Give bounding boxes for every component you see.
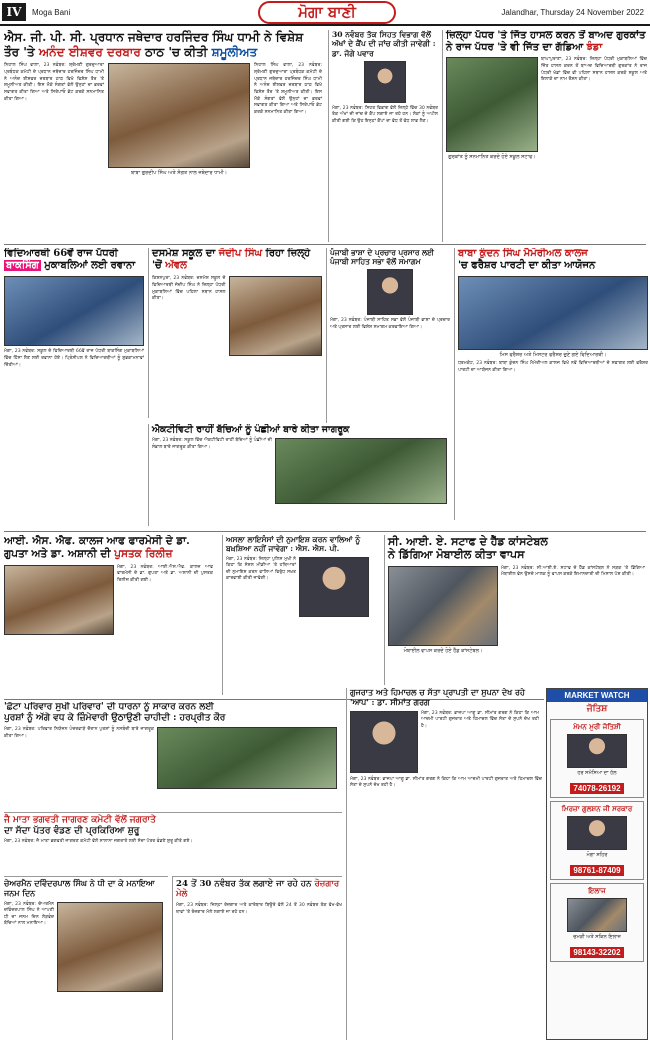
story-body: ਮੋਗਾ, 23 ਨਵੰਬਰ: ਜ਼ਿਲ੍ਹਾ ਪੁਲਿਸ ਮੁਖੀ ਨੇ ਕਿਹਾ ਕਿ ਸੋਸ਼ਲ ਮੀਡੀਆ 'ਤੇ ਹਥਿਆਰਾਂ ਦੀ ਨੁਮਾਇਸ਼ ਕਰਨ ਵਾਲਿਆਂ ਵਿਰੁੱਧ ਸਖ਼ਤ ਕਾਰਵਾਈ ਕੀਤੀ ਜਾਵੇਗੀ।	[226, 556, 296, 582]
story-photo	[458, 276, 648, 350]
headline: ਪੰਜਾਬੀ ਭਾਸ਼ਾ ਦੇ ਪ੍ਰਚਾਰ ਪ੍ਰਸਾਰ ਲਈ ਪੰਜਾਬੀ ਸਾਹਿਤ ਸਭਾ ਵੱਲੋਂ ਸਮਾਗਮ	[330, 248, 434, 267]
story-photo	[4, 565, 114, 635]
story-body: ਬਾਘਾਪੁਰਾਣਾ, 23 ਨਵੰਬਰ: ਜ਼ਿਲ੍ਹਾ ਪੱਧਰੀ ਮੁਕਾਬਲਿਆਂ ਵਿੱਚ ਜਿੱਤ ਹਾਸਲ ਕਰਨ ਤੋਂ ਬਾਅਦ ਵਿਦਿਆਰਥੀ ਗੁਰਕਾਂਤ ਨੇ ਰਾਜ ਪੱਧਰੀ ਖੇਡਾਂ ਵਿੱਚ ਵੀ ਪਹਿਲਾ ਸਥਾਨ ਹਾਸਲ ਕਰਕੇ ਸਕੂਲ ਅਤੇ ਇਲਾਕੇ ਦਾ ਨਾਮ ਰੌਸ਼ਨ ਕੀਤਾ।	[541, 57, 647, 83]
headline-line-1: ਜੈ ਮਾਤਾ ਭਗਵਤੀ ਜਾਗਰਣ ਕਮੇਟੀ ਵੱਲੋਂ ਜਗਰਾਤੇ	[4, 815, 156, 825]
classified-ad	[550, 801, 644, 880]
ad-photo	[567, 898, 627, 932]
story-district-win	[442, 30, 648, 242]
portrait-photo	[364, 61, 406, 103]
ad-line: ਮੋਗਾ ਸ਼ਹਿਰ	[586, 852, 608, 858]
headline	[176, 879, 342, 900]
headline-accent: ਝੰਡਾ	[586, 42, 603, 54]
headline-accent: ਬਾਕਸਿੰਗ	[6, 260, 39, 272]
story-photo	[4, 276, 144, 346]
story-cia-mobile	[384, 535, 648, 685]
story-body: ਮੋਗਾ, 23 ਨਵੰਬਰ: ਆਈ.ਐਸ.ਐਫ. ਕਾਲਜ ਆਫ ਫਾਰਮੇਸੀ ਦੇ ਡਾ. ਗੁਪਤਾ ਅਤੇ ਡਾ. ਅਸ਼ਾਨੀ ਦੀ ਪੁਸਤਕ ਰਿਲੀਜ਼ ਕੀਤੀ ਗਈ।	[117, 564, 213, 583]
story-body: ਮੋਗਾ, 23 ਨਵੰਬਰ: ਜੈ ਮਾਤਾ ਭਗਵਤੀ ਜਾਗਰਣ ਕਮੇਟੀ ਵੱਲੋਂ ਸਾਲਾਨਾ ਜਗਰਾਤੇ ਲਈ ਸੱਦਾ ਪੱਤਰ ਵੰਡਣੇ ਸ਼ੁਰੂ ਕੀਤੇ ਗਏ।	[4, 838, 193, 844]
ad-title: ਇਲਾਜ	[588, 886, 606, 895]
headline-lead: 24 ਤੋਂ 30 ਨਵੰਬਰ ਤੱਕ ਲਗਾਏ ਜਾ ਰਹੇ ਹਨ	[176, 879, 312, 889]
story-body: ਮੋਗਾ, 23 ਨਵੰਬਰ: ਚੇਅਰਮੈਨ ਦਵਿੰਦਰਪਾਲ ਸਿੰਘ ਨੇ ਆਪਣੀ ਧੀ ਦਾ ਜਨਮ ਦਿਨ ਲੋੜਵੰਦ ਬੱਚਿਆਂ ਨਾਲ ਮਨਾਇਆ।	[4, 901, 54, 927]
headline	[152, 248, 322, 272]
headline	[4, 30, 324, 59]
story-body: ਮੋਗਾ, 23 ਨਵੰਬਰ: ਪੰਜਾਬੀ ਸਾਹਿਤ ਸਭਾ ਵੱਲੋਂ ਪੰਜਾਬੀ ਭਾਸ਼ਾ ਦੇ ਪ੍ਰਚਾਰ ਅਤੇ ਪ੍ਰਸਾਰ ਲਈ ਵਿਸ਼ੇਸ਼ ਸਮਾਗਮ ਕਰਵਾਇਆ ਗਿਆ।	[330, 318, 450, 330]
headline-tail: ਮੁਕਾਬਲਿਆਂ ਲਈ ਰਵਾਨਾ	[44, 260, 136, 272]
headline-line-2: 'ਚ ਫਰੈਸ਼ਰ ਪਾਰਟੀ ਦਾ ਕੀਤਾ ਆਯੋਜਨ	[458, 260, 596, 272]
headline-line-2	[4, 45, 324, 60]
story-pharmacy-book	[4, 535, 218, 695]
story-photo	[57, 902, 163, 992]
headline-lead: ਦਸਮੇਸ਼ ਸਕੂਲ ਦਾ	[152, 248, 216, 259]
headline	[4, 248, 144, 272]
story-body-continued: ਮੋਗਾ, 23 ਨਵੰਬਰ: ਭਾਜਪਾ ਆਗੂ ਡਾ. ਸੀਮਾਂਤ ਗਰਗ ਨੇ ਕਿਹਾ ਕਿ ਆਮ ਆਦਮੀ ਪਾਰਟੀ ਗੁਜਰਾਤ ਅਤੇ ਹਿਮਾਚਲ ਵਿੱਚ ਸੱਤਾ ਦੇ ਸੁਪਨੇ ਦੇਖ ਰਹੀ ਹੈ।	[350, 776, 542, 789]
market-watch-subtitle: ਜੋਤਿਸ਼	[586, 704, 608, 714]
photo-caption: ਬਾਬਾ ਗੁਰਦੀਪ ਸਿੰਘ ਅਤੇ ਸੰਗਤ ਨਾਲ ਜਥੇਦਾਰ ਧਾਮੀ।	[131, 170, 227, 177]
ad-line: ਹਰ ਸਮੱਸਿਆ ਦਾ ਹੱਲ	[577, 770, 617, 776]
headline-tail: ਠਾਠ 'ਚ ਕੀਤੀ	[144, 44, 208, 59]
photo-caption: ਮੋਬਾਈਲ ਵਾਪਸ ਕਰਦੇ ਹੋਏ ਹੈੱਡ ਕਾਂਸਟੇਬਲ।	[403, 647, 483, 654]
headline-line-1: ਬਾਬਾ ਕੁੰਦਨ ਸਿੰਘ ਮੈਮੋਰੀਅਲ ਕਾਲਜ	[458, 248, 588, 259]
portrait-photo	[367, 269, 413, 315]
story-body: ਮੋਗਾ, 23 ਨਵੰਬਰ: ਪਰਿਵਾਰ ਨਿਯੋਜਨ ਪੰਦਰਵਾੜੇ ਦੌਰਾਨ ਪੁਰਸ਼ਾਂ ਨੂੰ ਨਸਬੰਦੀ ਬਾਰੇ ਜਾਗਰੂਕ ਕੀਤਾ ਗਿਆ।	[4, 726, 154, 739]
story-job-fairs	[172, 876, 342, 1040]
story-photo	[388, 566, 498, 646]
story-body: ਮੋਗਾ, 23 ਨਵੰਬਰ: ਸਕੂਲ ਦੇ ਵਿਦਿਆਰਥੀ 66ਵੇਂ ਰਾਜ ਪੱਧਰੀ ਬਾਕਸਿੰਗ ਮੁਕਾਬਲਿਆਂ ਵਿੱਚ ਹਿੱਸਾ ਲੈਣ ਲਈ ਰਵਾਨਾ ਹੋਏ। ਪ੍ਰਿੰਸੀਪਲ ਨੇ ਵਿਦਿਆਰਥੀਆਂ ਨੂੰ ਸ਼ੁਭਕਾਮਨਾਵਾਂ ਦਿੱਤੀਆਂ।	[4, 349, 144, 368]
headline	[388, 535, 648, 562]
classified-ad	[550, 719, 644, 798]
photo-caption: ਮਿਸ ਫਰੈਸ਼ਰ ਅਤੇ ਮਿਸਟਰ ਫਰੈਸ਼ਰ ਚੁਣੇ ਗਏ ਵਿਦਿਆਰਥੀ।	[499, 352, 607, 359]
section-name: Moga Bani	[32, 8, 71, 17]
story-arms-license	[222, 535, 380, 695]
newspaper-logo: ਮੋਗਾ ਬਾਣੀ	[258, 1, 396, 24]
story-body: ਨਿਹਾਲ ਸਿੰਘ ਵਾਲਾ, 23 ਨਵੰਬਰ: ਸ਼੍ਰੋਮਣੀ ਗੁਰਦੁਆਰਾ ਪ੍ਰਬੰਧਕ ਕਮੇਟੀ ਦੇ ਪ੍ਰਧਾਨ ਜਥੇਦਾਰ ਹਰਜਿੰਦਰ ਸਿੰਘ ਧਾਮੀ ਨੇ ਅਨੰਦ ਈਸ਼ਵਰ ਦਰਬਾਰ ਠਾਠ ਵਿਖੇ ਵਿਸ਼ੇਸ਼ ਤੌਰ 'ਤੇ ਸ਼ਮੂਲੀਅਤ ਕੀਤੀ। ਇਸ ਮੌਕੇ ਸੰਗਤਾਂ ਵੱਲੋਂ ਉਨ੍ਹਾਂ ਦਾ ਭਰਵਾਂ ਸਵਾਗਤ ਕੀਤਾ ਗਿਆ ਅਤੇ ਸਿਰੋਪਾਓ ਭੇਟ ਕਰਕੇ ਸਨਮਾਨਿਤ ਕੀਤਾ ਗਿਆ।	[4, 63, 104, 102]
headline-lead: ਤੌਰ 'ਤੇ	[4, 44, 35, 59]
headline-line-2: ਨੇ ਡਿੱਗਿਆ ਮੋਬਾਈਲ ਕੀਤਾ ਵਾਪਸ	[388, 548, 525, 562]
story-body: ਕਿਸ਼ਨਪੁਰਾ, 23 ਨਵੰਬਰ: ਦਸਮੇਸ਼ ਸਕੂਲ ਦੇ ਵਿਦਿਆਰਥੀ ਜੋਦੀਪ ਸਿੰਘ ਨੇ ਜ਼ਿਲ੍ਹਾ ਪੱਧਰੀ ਮੁਕਾਬਲਿਆਂ ਵਿੱਚ ਪਹਿਲਾ ਸਥਾਨ ਹਾਸਲ ਕੀਤਾ।	[152, 276, 226, 302]
story-chairman-birthday	[4, 876, 168, 1040]
ad-title: ਮਿਰਜ਼ਾ ਗੁਲਸ਼ਨ ਜੀ ਸਰਕਾਰ	[561, 804, 633, 813]
story-body: ਮੋਗਾ, 23 ਨਵੰਬਰ: ਜ਼ਿਲ੍ਹਾ ਰੋਜ਼ਗਾਰ ਅਤੇ ਕਾਰੋਬਾਰ ਬਿਊਰੋ ਵੱਲੋਂ 24 ਤੋਂ 30 ਨਵੰਬਰ ਤੱਕ ਵੱਖ-ਵੱਖ ਥਾਵਾਂ 'ਤੇ ਰੋਜ਼ਗਾਰ ਮੇਲੇ ਲਗਾਏ ਜਾ ਰਹੇ ਹਨ।	[176, 902, 342, 915]
market-watch-column	[546, 688, 648, 1040]
headline: ਐਕਟੀਵਿਟੀ ਰਾਹੀਂ ਬੱਚਿਆਂ ਨੂੰ ਪੰਛੀਆਂ ਬਾਰੇ ਕੀਤਾ ਜਾਗਰੂਕ	[152, 424, 350, 435]
story-body: ਮੋਗਾ, 23 ਨਵੰਬਰ: ਸਿਹਤ ਵਿਭਾਗ ਵੱਲੋਂ ਜ਼ਿਲ੍ਹੇ ਵਿੱਚ 30 ਨਵੰਬਰ ਤੱਕ ਅੱਖਾਂ ਦੀ ਜਾਂਚ ਦੇ ਕੈਂਪ ਲਗਾਏ ਜਾ ਰਹੇ ਹਨ। ਲੋਕਾਂ ਨੂੰ ਅਪੀਲ ਕੀਤੀ ਗਈ ਕਿ ਉਹ ਇਨ੍ਹਾਂ ਕੈਂਪਾਂ ਦਾ ਵੱਧ ਤੋਂ ਵੱਧ ਲਾਭ ਲੈਣ।	[332, 105, 438, 125]
headline-line-2	[446, 42, 648, 54]
ad-phone: 74078-26192	[570, 783, 623, 794]
headline-accent: ਜੋਦੀਪ ਸਿੰਘ	[218, 248, 263, 259]
section-divider	[4, 531, 646, 532]
story-body: ਮੋਗਾ, 23 ਨਵੰਬਰ: ਸੀ.ਆਈ.ਏ. ਸਟਾਫ ਦੇ ਹੈੱਡ ਕਾਂਸਟੇਬਲ ਨੇ ਸੜਕ 'ਤੇ ਡਿੱਗਿਆ ਮੋਬਾਈਲ ਫੋਨ ਉਸਦੇ ਮਾਲਕ ਨੂੰ ਵਾਪਸ ਕਰਕੇ ਇਮਾਨਦਾਰੀ ਦੀ ਮਿਸਾਲ ਪੇਸ਼ ਕੀਤੀ।	[501, 565, 645, 578]
headline-line-1: ਐਸ. ਜੀ. ਪੀ. ਸੀ. ਪ੍ਰਧਾਨ ਜਥੇਦਾਰ ਹਰਜਿੰਦਰ ਸਿੰਘ ਧਾਮੀ ਨੇ ਵਿਸ਼ੇਸ਼	[4, 30, 304, 44]
story-punjabi-sabha	[326, 248, 450, 423]
story-photo	[446, 57, 538, 152]
headline: ਚੇਅਰਮੈਨ ਦਵਿੰਦਰਪਾਲ ਸਿੰਘ ਨੇ ਧੀ ਦਾ ਕੇ ਮਨਾਇਆ ਜਨਮ ਦਿਨ	[4, 878, 155, 898]
story-fresher-party	[454, 248, 648, 520]
headline-line-2: ਦਾ ਸੱਦਾ ਪੱਤਰ ਵੰਡਣ ਦੀ ਪ੍ਰਕਿਰਿਆ ਸ਼ੁਰੂ	[4, 825, 140, 836]
ad-title: ਮੇਮਨ ਮੁਰੀ ਜੋਤਿਸ਼ੀ	[573, 722, 621, 731]
dateline: Jalandhar, Thursday 24 November 2022	[501, 8, 644, 17]
ad-line: ਚਮੜੀ ਅਤੇ ਸਕਿਨ ਇਲਾਜ	[573, 934, 621, 940]
story-photo	[229, 276, 322, 356]
headline-accent-2: ਅੱਵਲ	[165, 260, 187, 272]
masthead	[0, 0, 650, 26]
headline-line-2: ਪੁਰਸ਼ਾਂ ਨੂੰ ਅੱਗੇ ਵਧ ਕੇ ਜ਼ਿੰਮੇਵਾਰੀ ਉਠਾਉਣੀ ਚਾਹੀਦੀ : ਹਰਪ੍ਰੀਤ ਕੌਰ	[4, 712, 226, 723]
story-gujarat-aap	[346, 688, 542, 1040]
headline-lead: ਨੇ ਰਾਜ ਪੱਧਰ 'ਤੇ ਵੀ ਜਿੱਤ ਦਾ ਗੱਡਿਆ	[446, 42, 584, 54]
headline: 30 ਨਵੰਬਰ ਤੱਕ ਸਿਹਤ ਵਿਭਾਗ ਵੱਲੋਂ ਅੱਖਾਂ ਦੇ ਕੈਂਪ ਦੀ ਜਾਂਚ ਕੀਤੀ ਜਾਵੇਗੀ : ਡਾ. ਜੋਗੇ ਪਵਾਰ	[332, 30, 436, 58]
ad-phone: 98761-87409	[570, 865, 623, 876]
headline-accent: ਪੁਸਤਕ ਰਿਲੀਜ਼	[114, 547, 173, 560]
story-jagran-committee	[4, 812, 342, 872]
headline: ਗੁਜਰਾਤ ਅਤੇ ਹਿਮਾਚਲ ਚ ਸੱਤਾ ਪ੍ਰਾਪਤੀ ਦਾ ਸੁਪਨਾ ਦੇਖ ਰਹੇ 'ਆਪ' : ਡਾ. ਸੀਮਾਂਤ ਗਰਗ	[350, 688, 525, 707]
ad-phone: 98143-32202	[570, 947, 623, 958]
page-number: IV	[2, 3, 26, 21]
story-body: ਧਰਮਕੋਟ, 23 ਨਵੰਬਰ: ਬਾਬਾ ਕੁੰਦਨ ਸਿੰਘ ਮੈਮੋਰੀਅਲ ਕਾਲਜ ਵਿਖੇ ਨਵੇਂ ਵਿਦਿਆਰਥੀਆਂ ਦੇ ਸਵਾਗਤ ਲਈ ਫਰੈਸ਼ਰ ਪਾਰਟੀ ਦਾ ਆਯੋਜਨ ਕੀਤਾ ਗਿਆ।	[458, 361, 648, 374]
market-watch-title: MARKET WATCH	[547, 689, 647, 702]
story-school-topper	[148, 248, 322, 418]
story-eye-camp	[328, 30, 438, 242]
headline	[4, 702, 342, 724]
story-photo	[157, 727, 337, 789]
headline-accent-2: ਸ਼ਮੂਲੀਅਤ	[211, 44, 258, 59]
headline: ਅਸਲਾ ਲਾਇਸੰਸਾਂ ਦੀ ਨੁਮਾਇਸ਼ ਕਰਨ ਵਾਲਿਆਂ ਨੂੰ ਬਖ਼ਸ਼ਿਆ ਨਹੀਂ ਜਾਵੇਗਾ : ਐਸ. ਐਸ. ਪੀ.	[226, 535, 361, 554]
headline-line-2	[4, 260, 144, 272]
photo-caption: ਗੁਰਕਾਂਤ ਨੂੰ ਸਨਮਾਨਿਤ ਕਰਦੇ ਹੋਏ ਸਕੂਲ ਸਟਾਫ।	[448, 154, 536, 161]
story-photo	[275, 438, 447, 504]
story-sgpc	[4, 30, 324, 242]
headline-lead: ਗੁਪਤਾ ਅਤੇ ਡਾ. ਅਸ਼ਾਨੀ ਦੀ	[4, 547, 111, 560]
ad-photo	[567, 816, 627, 850]
story-body: ਮੋਗਾ, 23 ਨਵੰਬਰ: ਸਕੂਲ ਵਿੱਚ ਐਕਟੀਵਿਟੀ ਰਾਹੀਂ ਬੱਚਿਆਂ ਨੂੰ ਪੰਛੀਆਂ ਦੀ ਸੰਭਾਲ ਬਾਰੇ ਜਾਗਰੂਕ ਕੀਤਾ ਗਿਆ।	[152, 438, 272, 451]
headline-line-1: 'ਛੋਟਾ ਪਰਿਵਾਰ ਸੁਖੀ ਪਰਿਵਾਰ' ਦੀ ਧਾਰਨਾ ਨੂੰ ਸਾਕਾਰ ਕਰਨ ਲਈ	[4, 702, 214, 712]
headline	[446, 30, 648, 54]
story-photo	[108, 63, 250, 168]
headline-tail: ਰਿਹਾ ਜ਼ਿਲ੍ਹੇ 'ਚੋਂ	[152, 248, 311, 272]
story-body-continued: ਨਿਹਾਲ ਸਿੰਘ ਵਾਲਾ, 23 ਨਵੰਬਰ: ਸ਼੍ਰੋਮਣੀ ਗੁਰਦੁਆਰਾ ਪ੍ਰਬੰਧਕ ਕਮੇਟੀ ਦੇ ਪ੍ਰਧਾਨ ਜਥੇਦਾਰ ਹਰਜਿੰਦਰ ਸਿੰਘ ਧਾਮੀ ਨੇ ਅਨੰਦ ਈਸ਼ਵਰ ਦਰਬਾਰ ਠਾਠ ਵਿਖੇ ਵਿਸ਼ੇਸ਼ ਤੌਰ 'ਤੇ ਸ਼ਮੂਲੀਅਤ ਕੀਤੀ। ਇਸ ਮੌਕੇ ਸੰਗਤਾਂ ਵੱਲੋਂ ਉਨ੍ਹਾਂ ਦਾ ਭਰਵਾਂ ਸਵਾਗਤ ਕੀਤਾ ਗਿਆ ਅਤੇ ਸਿਰੋਪਾਓ ਭੇਟ ਕਰਕੇ ਸਨਮਾਨਿਤ ਕੀਤਾ ਗਿਆ।	[254, 63, 322, 115]
headline-line-1: ਸੀ. ਆਈ. ਏ. ਸਟਾਫ ਦੇ ਹੈੱਡ ਕਾਂਸਟੇਬਲ	[388, 535, 548, 548]
headline-line-1: ਵਿਦਿਆਰਥੀ 66ਵੇਂ ਰਾਜ ਪੱਧਰੀ	[4, 248, 118, 259]
classified-ad	[550, 883, 644, 962]
headline-line-1: ਜ਼ਿਲ੍ਹਾ ਪੱਧਰ 'ਤੇ ਜਿੱਤ ਹਾਸਲ ਕਰਨ ਤੋਂ ਬਾਅਦ ਗੁਰਕਾਂਤ	[446, 30, 646, 41]
story-birds-activity	[148, 424, 450, 526]
story-body: ਮੋਗਾ, 23 ਨਵੰਬਰ: ਭਾਜਪਾ ਆਗੂ ਡਾ. ਸੀਮਾਂਤ ਗਰਗ ਨੇ ਕਿਹਾ ਕਿ ਆਮ ਆਦਮੀ ਪਾਰਟੀ ਗੁਜਰਾਤ ਅਤੇ ਹਿਮਾਚਲ ਵਿੱਚ ਸੱਤਾ ਦੇ ਸੁਪਨੇ ਦੇਖ ਰਹੀ ਹੈ।	[421, 710, 539, 729]
story-boxing	[4, 248, 144, 528]
headline	[4, 535, 218, 561]
section-divider	[4, 244, 646, 245]
headline-line-1: ਆਈ. ਐਸ. ਐਫ. ਕਾਲਜ ਆਫ ਫਾਰਮੇਸੀ ਦੇ ਡਾ.	[4, 535, 190, 547]
portrait-photo	[299, 557, 369, 617]
headline-accent: ਰੋਜ਼ਗਾਰ ਮੇਲੇ	[176, 879, 340, 900]
portrait-photo	[350, 711, 418, 773]
headline-line-2	[4, 548, 218, 561]
story-family-planning	[4, 702, 342, 810]
ad-photo	[567, 734, 627, 768]
headline-accent: ਅਨੰਦ ਈਸ਼ਵਰ ਦਰਬਾਰ	[38, 44, 141, 59]
headline	[458, 248, 648, 272]
headline	[4, 815, 342, 837]
